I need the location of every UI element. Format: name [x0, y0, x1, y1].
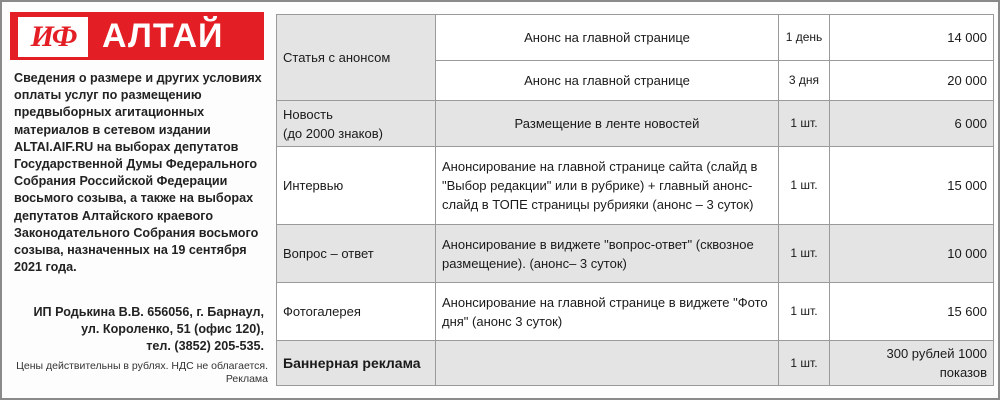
price-table [276, 14, 994, 386]
service-description: Анонс на главной странице [436, 61, 779, 101]
table-row [277, 147, 994, 225]
table-row [277, 225, 994, 283]
ad-label: Реклама [225, 373, 268, 385]
table-row [277, 341, 994, 386]
service-name: Вопрос – ответ [277, 225, 436, 283]
service-quantity: 1 шт. [779, 225, 830, 283]
note-line: Цены действительны в рублях. НДС не облагается. [16, 360, 268, 372]
table-row [277, 101, 994, 147]
service-description: Анонсирование в виджете "вопрос-ответ" (сквозное размещение). (анонс– 3 суток) [436, 225, 779, 283]
info-panel [10, 12, 268, 392]
service-quantity: 1 шт. [779, 101, 830, 147]
service-description [436, 341, 779, 386]
service-price: 10 000 [830, 225, 994, 283]
service-price: 300 рублей 1000 показов [830, 341, 994, 386]
service-description: Анонс на главной странице [436, 15, 779, 61]
address-line: ул. Короленко, 51 (офис 120), [81, 322, 264, 336]
service-quantity: 1 шт. [779, 283, 830, 341]
service-description: Размещение в ленте новостей [436, 101, 779, 147]
address-line: ИП Родькина В.В. 656056, г. Барнаул, [33, 305, 264, 319]
table-row [277, 15, 994, 61]
table-row [277, 283, 994, 341]
aif-logo-mark: ИФ [18, 17, 88, 57]
service-name-line: (до 2000 знаков) [283, 125, 383, 141]
service-price: 15 600 [830, 283, 994, 341]
service-description: Анонсирование на главной странице сайта (слайд в "Выбор редакции" или в рубрике) + главный анонс-слайд в ТОПЕ страницы рубрияки (анонс – 3 суток) [436, 147, 779, 225]
logo-title: АЛТАЙ [102, 16, 224, 55]
service-price: 15 000 [830, 147, 994, 225]
service-name: Баннерная реклама [277, 341, 436, 386]
service-price: 14 000 [830, 15, 994, 61]
publisher-address [14, 304, 264, 355]
address-line: тел. (3852) 205-535. [146, 339, 264, 353]
service-name-line: Новость [283, 106, 333, 122]
service-price: 6 000 [830, 101, 994, 147]
service-name: Фотогалерея [277, 283, 436, 341]
service-name: Интервью [277, 147, 436, 225]
service-price: 20 000 [830, 61, 994, 101]
service-quantity: 1 день [779, 15, 830, 61]
service-quantity: 3 дня [779, 61, 830, 101]
price-note [14, 360, 268, 386]
service-quantity: 1 шт. [779, 341, 830, 386]
service-description: Анонсирование на главной странице в виджете "Фото дня" (анонс 3 суток) [436, 283, 779, 341]
aif-altai-logo [10, 12, 264, 60]
service-name [277, 101, 436, 147]
info-text: Сведения о размере и других условиях оплаты услуг по размещению предвыборных агитационных материалов в сетевом издании ALTAI.AIF.RU на выборах депутатов Государственной Думы Федерального Собрания Российской Федерации восьмого созыва, а также на выборах депутатов Алтайского краевого Законодательного Собрания восьмого созыва, назначенных на 19 сентября 2021 года. [14, 71, 262, 275]
service-quantity: 1 шт. [779, 147, 830, 225]
service-name: Статья с анонсом [277, 15, 436, 101]
